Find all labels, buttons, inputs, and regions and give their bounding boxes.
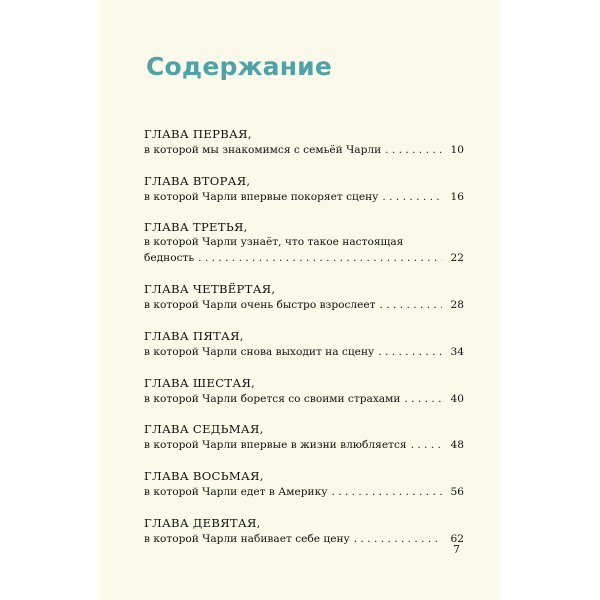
dot-leader [331,484,442,500]
toc-entry-3[interactable] [144,219,464,281]
chapter-heading: ГЛАВА СЕДЬМАЯ, [144,422,264,437]
page-number: 7 [453,543,460,556]
chapter-description: бедность [144,252,195,265]
chapter-heading: ГЛАВА ПЯТАЯ, [144,329,244,344]
chapter-description: в которой Чарли едет в Америку [144,486,328,499]
chapter-heading: ГЛАВА ШЕСТАЯ, [144,375,256,390]
toc-entry-8[interactable] [144,468,464,515]
page-ref: 16 [450,190,464,203]
dot-leader [411,437,442,453]
chapter-description: в которой Чарли набивает себе цену [144,532,350,545]
dot-leader [385,142,442,158]
chapter-heading: ГЛАВА ПЕРВАЯ, [144,127,252,141]
chapter-heading: ГЛАВА ЧЕТВЁРТАЯ, [144,282,276,297]
page-ref: 22 [450,252,464,265]
chapter-description: в которой Чарли впервые в жизни влюбляется [144,439,407,452]
page-title: Содержание [146,52,333,81]
chapter-heading: ГЛАВА ВОСЬМАЯ, [144,469,264,484]
chapter-description: в которой мы знакомимся с семьёй Чарли [144,144,382,156]
chapter-description: в которой Чарли борется со своими страхами [144,392,401,405]
toc-entry-9[interactable] [144,515,464,562]
chapter-heading: ГЛАВА ТРЕТЬЯ, [144,220,248,235]
toc-entry-5[interactable] [144,328,464,375]
page-ref: 28 [450,299,464,312]
page-ref: 10 [450,144,464,156]
dot-leader [380,297,442,313]
toc-entry-1[interactable] [144,126,464,173]
book-page [100,0,500,600]
page-ref: 62 [450,532,464,545]
chapter-description: в которой Чарли очень быстро взрослеет [144,299,376,312]
page-ref: 56 [450,486,464,499]
dot-leader [382,189,442,205]
dot-leader [404,391,442,407]
chapter-description-first-line: в которой Чарли узнаёт, что такое настоящая [144,236,404,249]
chapter-description: в которой Чарли снова выходит на сцену [144,346,375,359]
chapter-heading: ГЛАВА ДЕВЯТАЯ, [144,515,261,530]
table-of-contents [144,126,464,562]
toc-entry-4[interactable] [144,281,464,328]
dot-leader [198,250,442,266]
dot-leader [378,344,442,360]
chapter-description: в которой Чарли впервые покоряет сцену [144,190,379,203]
page-ref: 48 [450,439,464,452]
toc-entry-6[interactable] [144,375,464,422]
page-ref: 34 [450,346,464,359]
dot-leader [354,531,442,547]
page-ref: 40 [450,392,464,405]
chapter-heading: ГЛАВА ВТОРАЯ, [144,173,251,188]
toc-entry-7[interactable] [144,421,464,468]
toc-entry-2[interactable] [144,173,464,220]
